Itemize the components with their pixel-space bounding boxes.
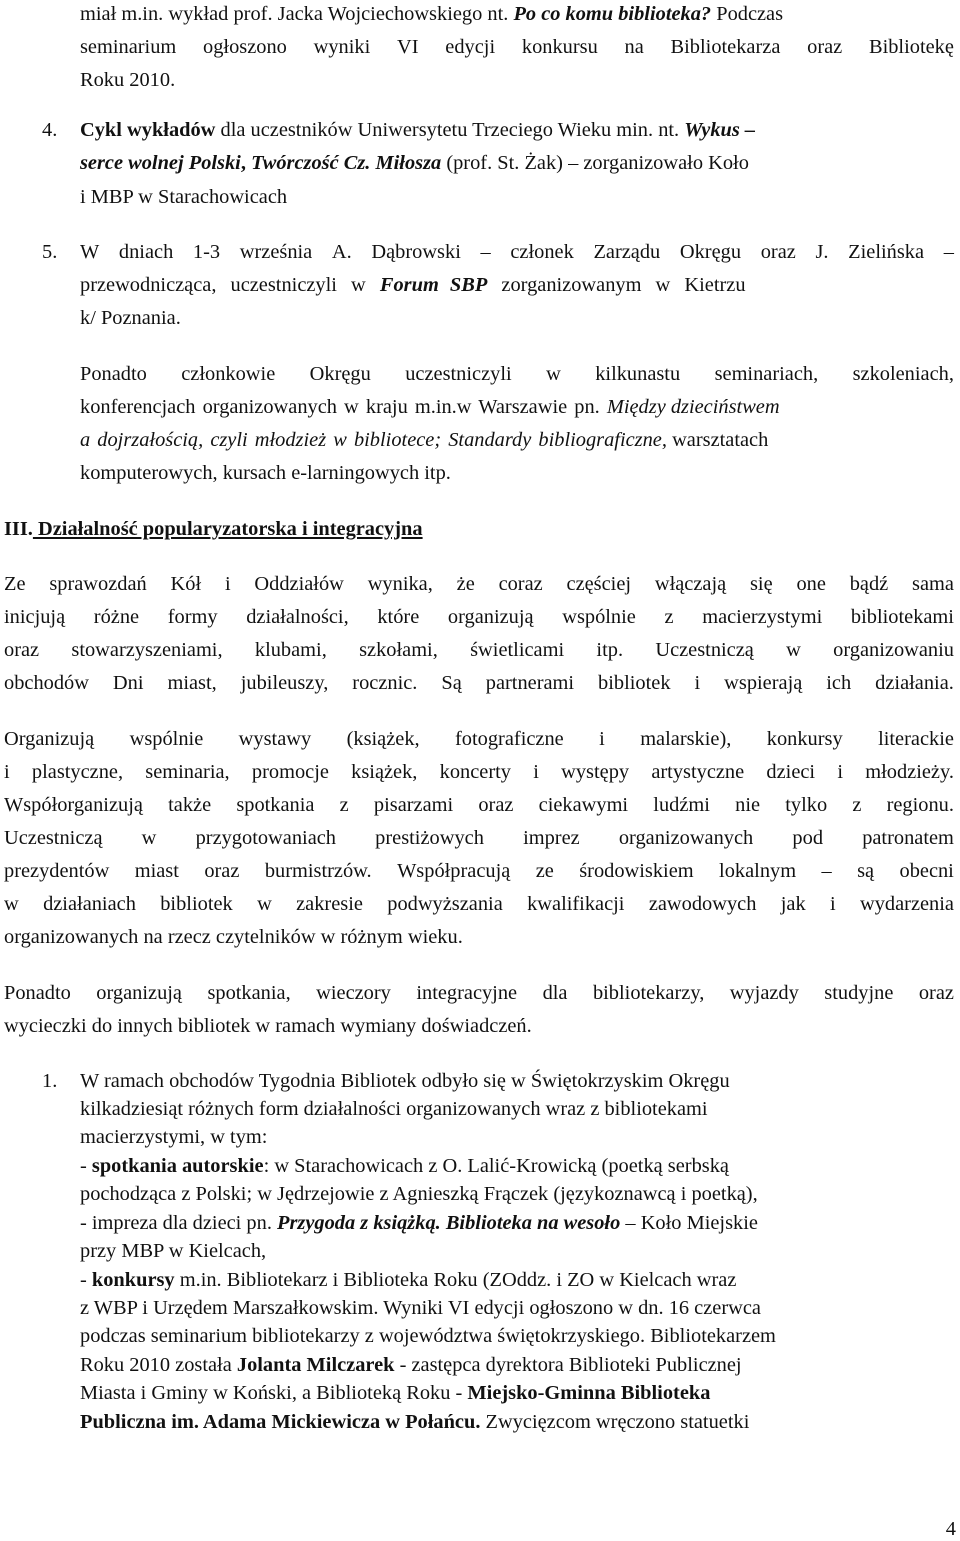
word: Okręgu (309, 363, 371, 385)
word: Ponadto (4, 982, 71, 1004)
word: kilkunastu (595, 363, 681, 385)
word: i (4, 761, 10, 783)
word: – (480, 241, 491, 263)
word: szkołami, (359, 639, 438, 661)
library-name: Publiczna im. Adama Mickiewicza w Połańcu. (80, 1411, 481, 1433)
word: prestiżowych (375, 827, 484, 849)
word: ich (826, 672, 852, 694)
word: imprez (523, 827, 580, 849)
text-line (4, 892, 954, 916)
word: literackie (878, 728, 954, 750)
text-line: k/ Poznania. (80, 307, 181, 329)
text-run: Zwycięzcom wręczono statuetki (480, 1411, 750, 1433)
lecture-title: Wykus – (684, 119, 756, 141)
word: środowiskiem (579, 860, 694, 882)
text-line (80, 118, 755, 142)
word: nie (735, 794, 761, 816)
word: patronatem (862, 827, 954, 849)
word: seminariach, (714, 363, 819, 385)
word: i (224, 573, 231, 595)
text-run: zorganizowanym w Kietrzu (487, 274, 746, 296)
word: malarskie), (640, 728, 732, 750)
word: obecni (899, 860, 954, 882)
word: jubileuszy, (240, 672, 329, 694)
word: coraz (498, 573, 543, 595)
word: Organizują (4, 728, 95, 750)
text-run: , (240, 152, 252, 174)
text-line: komputerowych, kursach e-larningowych itp. (80, 462, 451, 484)
word: włączają (654, 573, 727, 595)
word: także (168, 794, 212, 816)
text-line (80, 273, 954, 297)
word: 1-3 (192, 241, 221, 263)
word: Ze (4, 573, 26, 595)
list-number: 5. (42, 241, 58, 263)
word: sprawozdań (49, 573, 147, 595)
text-line: i MBP w Starachowicach (80, 186, 288, 208)
word: częściej (566, 573, 632, 595)
word: spotkania (236, 794, 315, 816)
word: szkoleniach, (852, 363, 954, 385)
word: Bibliotekę (868, 36, 954, 58)
section-heading (4, 517, 423, 541)
text-run: warsztatach (666, 429, 769, 451)
word: różne (93, 606, 140, 628)
event-title: Przygoda z książką. Biblioteka na wesoło (277, 1212, 621, 1234)
word: seminaria, (145, 761, 230, 783)
word: dniach (118, 241, 174, 263)
word: się (749, 573, 773, 595)
word: dla (542, 982, 568, 1004)
word: wystawy (238, 728, 312, 750)
word: występy (561, 761, 630, 783)
seminar-title: Między dzieciństwem (606, 396, 780, 418)
word: klubami, (254, 639, 327, 661)
word: organizowaniu (833, 639, 954, 661)
section-title: Działalność popularyzatorska i integracyjna (32, 518, 423, 540)
word: Ponadto (80, 363, 147, 385)
lecture-title: Twórczość Cz. Miłosza (251, 152, 442, 174)
text-line: podczas seminarium bibliotekarzy z województwa świętokrzyskiego. Bibliotekarzem (80, 1325, 776, 1347)
word: organizują (447, 606, 534, 628)
page-number: 4 (945, 1518, 956, 1540)
word: z (339, 794, 349, 816)
text-run: Roku 2010 została (80, 1354, 237, 1376)
word: bibliotek (598, 672, 671, 694)
word: oraz (4, 639, 40, 661)
text-run: - zastępca dyrektora Biblioteki Publicznej (394, 1354, 742, 1376)
word: fotograficzne (455, 728, 564, 750)
text-run: miał m.in. wykład prof. Jacka Wojciechowskiego nt. (80, 3, 514, 25)
text-line (80, 395, 954, 419)
word: Bibliotekarza (670, 36, 781, 58)
text-line (80, 35, 954, 59)
word: koncerty (439, 761, 511, 783)
text-line (80, 1211, 758, 1235)
word: lokalnym (719, 860, 797, 882)
text-line: organizowanych na rzecz czytelników w różnym wieku. (4, 926, 463, 948)
word: wyjazdy (729, 982, 799, 1004)
word: wynika, (367, 573, 433, 595)
word: młodzieży. (865, 761, 954, 783)
word: wyniki (313, 36, 371, 58)
word: spotkania, (207, 982, 291, 1004)
word: bibliotekarzy, (592, 982, 705, 1004)
word: prezydentów (4, 860, 110, 882)
word: (książek, (346, 728, 420, 750)
word: bądź (849, 573, 889, 595)
word: burmistrzów. (264, 860, 372, 882)
word: A. (331, 241, 352, 263)
word: formy (167, 606, 218, 628)
word: Zarządu (593, 241, 661, 263)
word: Współorganizują (4, 794, 143, 816)
text-run: dla uczestników Uniwersytetu Trzeciego Wieku min. nt. (215, 119, 685, 141)
word: promocje (251, 761, 329, 783)
text-run: Cykl wykładów (80, 119, 216, 141)
text-run: (prof. St. Żak) – zorganizowało Koło (441, 152, 749, 174)
word: integracyjne (416, 982, 518, 1004)
word: przygotowaniach (195, 827, 336, 849)
word: Dąbrowski (371, 241, 461, 263)
word: Uczestniczą (655, 639, 754, 661)
text-run: konkursy (91, 1269, 175, 1291)
text-line (80, 1381, 710, 1405)
word: pod (792, 827, 824, 849)
word: kwalifikacji (527, 893, 625, 915)
text-line: macierzystymi, w tym: (80, 1126, 268, 1148)
word: członek (510, 241, 574, 263)
word: artystyczne (651, 761, 745, 783)
library-name: Miejsko-Gminna Biblioteka (467, 1382, 711, 1404)
text-line: W ramach obchodów Tygodnia Bibliotek odbyło się w Świętokrzyskim Okręgu (80, 1070, 730, 1092)
word: na (624, 36, 644, 58)
lecture-title: serce wolnej Polski (80, 152, 241, 174)
text-line (80, 428, 954, 452)
lecture-title: Po co komu biblioteka? (513, 3, 712, 25)
word: i (837, 761, 843, 783)
word: oraz (478, 794, 514, 816)
forum-name: Forum SBP (379, 274, 488, 296)
word: bibliotek (160, 893, 233, 915)
text-line: wycieczki do innych bibliotek w ramach wymiany doświadczeń. (4, 1015, 532, 1037)
word: konkursy (766, 728, 843, 750)
list-number: 4. (42, 119, 58, 141)
text-line (4, 671, 954, 695)
text-line (80, 2, 954, 26)
word: studyjne (824, 982, 894, 1004)
word: Współpracują (397, 860, 511, 882)
text-run: : w Starachowicach z O. Lalić-Krowicką (poetką serbską (263, 1155, 729, 1177)
text-line (4, 981, 954, 1005)
word: macierzystymi (702, 606, 823, 628)
word: zakresie (296, 893, 363, 915)
word: i (599, 728, 605, 750)
text-line (80, 1268, 736, 1292)
text-line (4, 638, 954, 662)
person-name: Jolanta Milczarek (236, 1354, 395, 1376)
word: wieczory (316, 982, 391, 1004)
text-line (4, 760, 954, 784)
word: ze (535, 860, 554, 882)
word: one (796, 573, 826, 595)
word: września (239, 241, 313, 263)
word: Zielińska (848, 241, 925, 263)
word: i (829, 893, 836, 915)
word: że (456, 573, 475, 595)
word: – (821, 860, 832, 882)
word: i (694, 672, 701, 694)
word: ogłoszono (203, 36, 287, 58)
word: Uczestniczą (4, 827, 103, 849)
word: Dni (112, 672, 144, 694)
word: które (377, 606, 420, 628)
word: świetlicami (470, 639, 565, 661)
word: Oddziałów (254, 573, 344, 595)
word: oraz (760, 241, 796, 263)
word: wspólnie (562, 606, 636, 628)
word: jak (780, 893, 806, 915)
word: rocznic. (352, 672, 418, 694)
text-line: przy MBP w Kielcach, (80, 1240, 267, 1262)
word: Kół (170, 573, 202, 595)
word: plastyczne, (31, 761, 124, 783)
text-line (80, 362, 954, 386)
word: miast, (167, 672, 217, 694)
text-line (4, 727, 954, 751)
word: w (546, 363, 561, 385)
text-line: z WBP i Urzędem Marszałkowskim. Wyniki VI edycji ogłoszono w dn. 16 czerwca (80, 1297, 761, 1319)
text-run: spotkania autorskie (91, 1155, 264, 1177)
word: członkowie (181, 363, 276, 385)
text-line (4, 605, 954, 629)
text-run: - (80, 1155, 92, 1177)
text-run: przewodnicząca, uczestniczyli w (80, 274, 380, 296)
word: uczestniczyli (405, 363, 512, 385)
word: wspierają (724, 672, 803, 694)
text-run: - impreza dla dzieci pn. (80, 1212, 278, 1234)
text-run: - (80, 1269, 92, 1291)
word: w (4, 893, 19, 915)
word: obchodów (4, 672, 89, 694)
word: sama (912, 573, 954, 595)
word: w (786, 639, 801, 661)
word: i (533, 761, 539, 783)
word: z (852, 794, 862, 816)
text-line (80, 1353, 742, 1377)
word: działania. (875, 672, 954, 694)
section-number: III. (4, 518, 33, 540)
text-line (80, 1154, 729, 1178)
word: J. (815, 241, 829, 263)
word: oraz (807, 36, 843, 58)
text-run: – Koło Miejskie (620, 1212, 758, 1234)
word: wydarzenia (859, 893, 954, 915)
word: W (80, 241, 100, 263)
word: – (943, 241, 954, 263)
seminar-title: a dojrzałością, czyli młodzież w bibliotece; Standardy bibliograficzne, (80, 429, 667, 451)
text-line (4, 572, 954, 596)
text-line: pochodząca z Polski; w Jędrzejowie z Agnieszką Frączek (językoznawcą i poetką), (80, 1183, 758, 1205)
word: działaniach (43, 893, 136, 915)
word: stowarzyszeniami, (71, 639, 223, 661)
word: VI (397, 36, 419, 58)
word: tylko (785, 794, 828, 816)
word: Okręgu (679, 241, 742, 263)
word: organizują (96, 982, 182, 1004)
word: w (257, 893, 272, 915)
word: regionu. (886, 794, 954, 816)
word: edycji (445, 36, 496, 58)
text-run: Miasta i Gminy w Koński, a Biblioteką Roku - (80, 1382, 468, 1404)
word: partnerami (485, 672, 575, 694)
text-line (80, 1410, 749, 1434)
word: dzieci (766, 761, 816, 783)
list-number: 1. (42, 1070, 58, 1092)
text-line (80, 240, 954, 264)
word: inicjują (4, 606, 66, 628)
word: zawodowych (648, 893, 757, 915)
text-line: kilkadziesiąt różnych form działalności organizowanych wraz z bibliotekami (80, 1098, 708, 1120)
text-run: Podczas (711, 3, 784, 25)
word: organizowanych (618, 827, 754, 849)
word: ciekawymi (538, 794, 629, 816)
word: są (857, 860, 875, 882)
word: konkursu (521, 36, 598, 58)
word: podwyższania (387, 893, 503, 915)
word: z (664, 606, 674, 628)
text-run: konferencjach organizowanych w kraju m.in.w Warszawie pn. (80, 396, 607, 418)
word: Są (441, 672, 462, 694)
word: ludźmi (653, 794, 710, 816)
word: pisarzami (373, 794, 454, 816)
word: miast (134, 860, 179, 882)
word: książek, (351, 761, 418, 783)
text-line (4, 859, 954, 883)
word: bibliotekami (850, 606, 954, 628)
word: oraz (204, 860, 240, 882)
text-line (80, 151, 749, 175)
word: w (141, 827, 157, 849)
word: działalności, (246, 606, 349, 628)
word: seminarium (80, 36, 177, 58)
text-line: Roku 2010. (80, 69, 176, 91)
text-run: m.in. Bibliotekarz i Biblioteka Roku (ZOddz. i ZO w Kielcach wraz (174, 1269, 737, 1291)
text-line (4, 793, 954, 817)
word: oraz (918, 982, 954, 1004)
word: wspólnie (129, 728, 204, 750)
text-line (4, 826, 954, 850)
word: itp. (596, 639, 624, 661)
